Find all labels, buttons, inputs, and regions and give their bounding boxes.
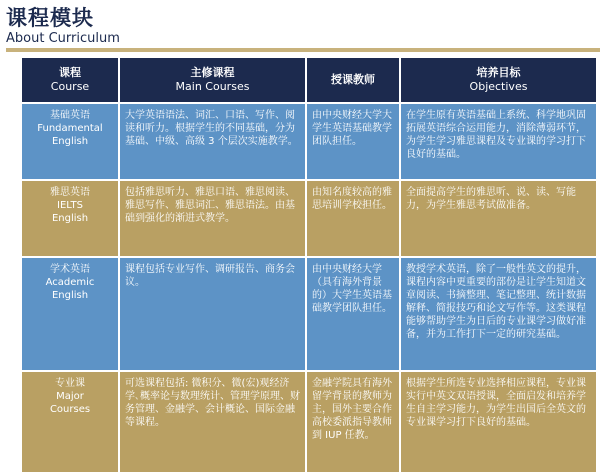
column-header-course xyxy=(22,58,118,102)
teacher-cell: 由中央财经大学（具有海外背景的）大学生英语基础教学团队担任。 xyxy=(307,258,399,370)
column-header-cn: 授课教师 xyxy=(331,73,375,86)
column-header-teacher xyxy=(307,58,399,102)
course-name-en: Major xyxy=(56,391,84,402)
main-courses-cell: 大学英语语法、词汇、口语、写作、阅读和听力。根据学生的不同基础，分为基础、中级、高级 3 个层次实施教学。 xyxy=(120,104,305,179)
objective-cell: 根据学生所选专业选择相应课程，专业课实行中英文双语授课，全面启发和培养学生自主学习能力，为学生出国后全英文的专业课学习打下良好的基础。 xyxy=(401,372,596,472)
course-name-cn: 专业课 xyxy=(55,378,85,389)
column-header-en: Course xyxy=(50,80,90,93)
column-header-cn: 培养目标 xyxy=(476,66,521,79)
course-name-en: English xyxy=(51,213,89,224)
course-cell xyxy=(22,372,118,472)
main-courses-cell: 课程包括专业写作、调研报告、商务会议。 xyxy=(120,258,305,370)
course-name-en: Courses xyxy=(49,404,91,415)
course-cell xyxy=(22,104,118,179)
teacher-cell: 由中央财经大学大学生英语基础教学团队担任。 xyxy=(307,104,399,179)
curriculum-table xyxy=(20,56,598,474)
column-header-cn: 主修课程 xyxy=(190,66,235,79)
course-name-en: IELTS xyxy=(57,200,83,211)
course-name-cn: 基础英语 xyxy=(50,110,90,121)
header-divider xyxy=(6,48,600,52)
course-name-en: Fundamental xyxy=(37,123,103,134)
column-header-cn: 课程 xyxy=(59,66,81,79)
main-courses-cell: 可选课程包括: 微积分、微(宏)观经济学､概率论与数理统计、管理学原理、财务管理、金融学、会计概论、国际金融等课程。 xyxy=(120,372,305,472)
course-name-en: Academic xyxy=(45,277,95,288)
page-header xyxy=(6,6,120,47)
page-title: 课程模块 xyxy=(6,6,94,30)
course-name-en: English xyxy=(51,136,89,147)
objective-cell: 全面提高学生的雅思听、说、读、写能力，为学生雅思考试做准备。 xyxy=(401,181,596,256)
course-cell xyxy=(22,181,118,256)
page-subtitle: About Curriculum xyxy=(6,31,120,46)
table-row xyxy=(22,372,596,472)
column-header-main-courses xyxy=(120,58,305,102)
table-row xyxy=(22,104,596,179)
course-cell xyxy=(22,258,118,370)
objective-cell: 在学生原有英语基础上系统、科学地巩固拓展英语综合运用能力，消除薄弱环节，为学生学习雅思课程及专业课的学习打下良好的基础。 xyxy=(401,104,596,179)
teacher-cell: 金融学院具有海外留学背景的教师为主，国外主要合作高校委派指导教师到 IUP 任教。 xyxy=(307,372,399,472)
course-name-cn: 学术英语 xyxy=(50,264,90,275)
course-name-cn: 雅思英语 xyxy=(50,187,90,198)
column-header-en: Main Courses xyxy=(175,80,250,93)
table-header-row xyxy=(22,58,596,102)
column-header-objectives xyxy=(401,58,596,102)
objective-cell: 教授学术英语，除了一般性英文的提升，课程内容中更重要的部份是让学生知道文章阅读、书摘整理、笔记整理、统计数据解释、简报技巧和论文写作等。这类课程能够帮助学生为日后的专业课学习做好准备，并为工作打下一定的研究基础。 xyxy=(401,258,596,370)
teacher-cell: 由知名度较高的雅思培训学校担任。 xyxy=(307,181,399,256)
table-row xyxy=(22,181,596,256)
course-name-en: English xyxy=(51,290,89,301)
table-row xyxy=(22,258,596,370)
column-header-en: Objectives xyxy=(469,80,528,93)
main-courses-cell: 包括雅思听力、雅思口语、雅思阅读、雅思写作、雅思词汇、雅思语法。由基础到强化的渐进式教学。 xyxy=(120,181,305,256)
